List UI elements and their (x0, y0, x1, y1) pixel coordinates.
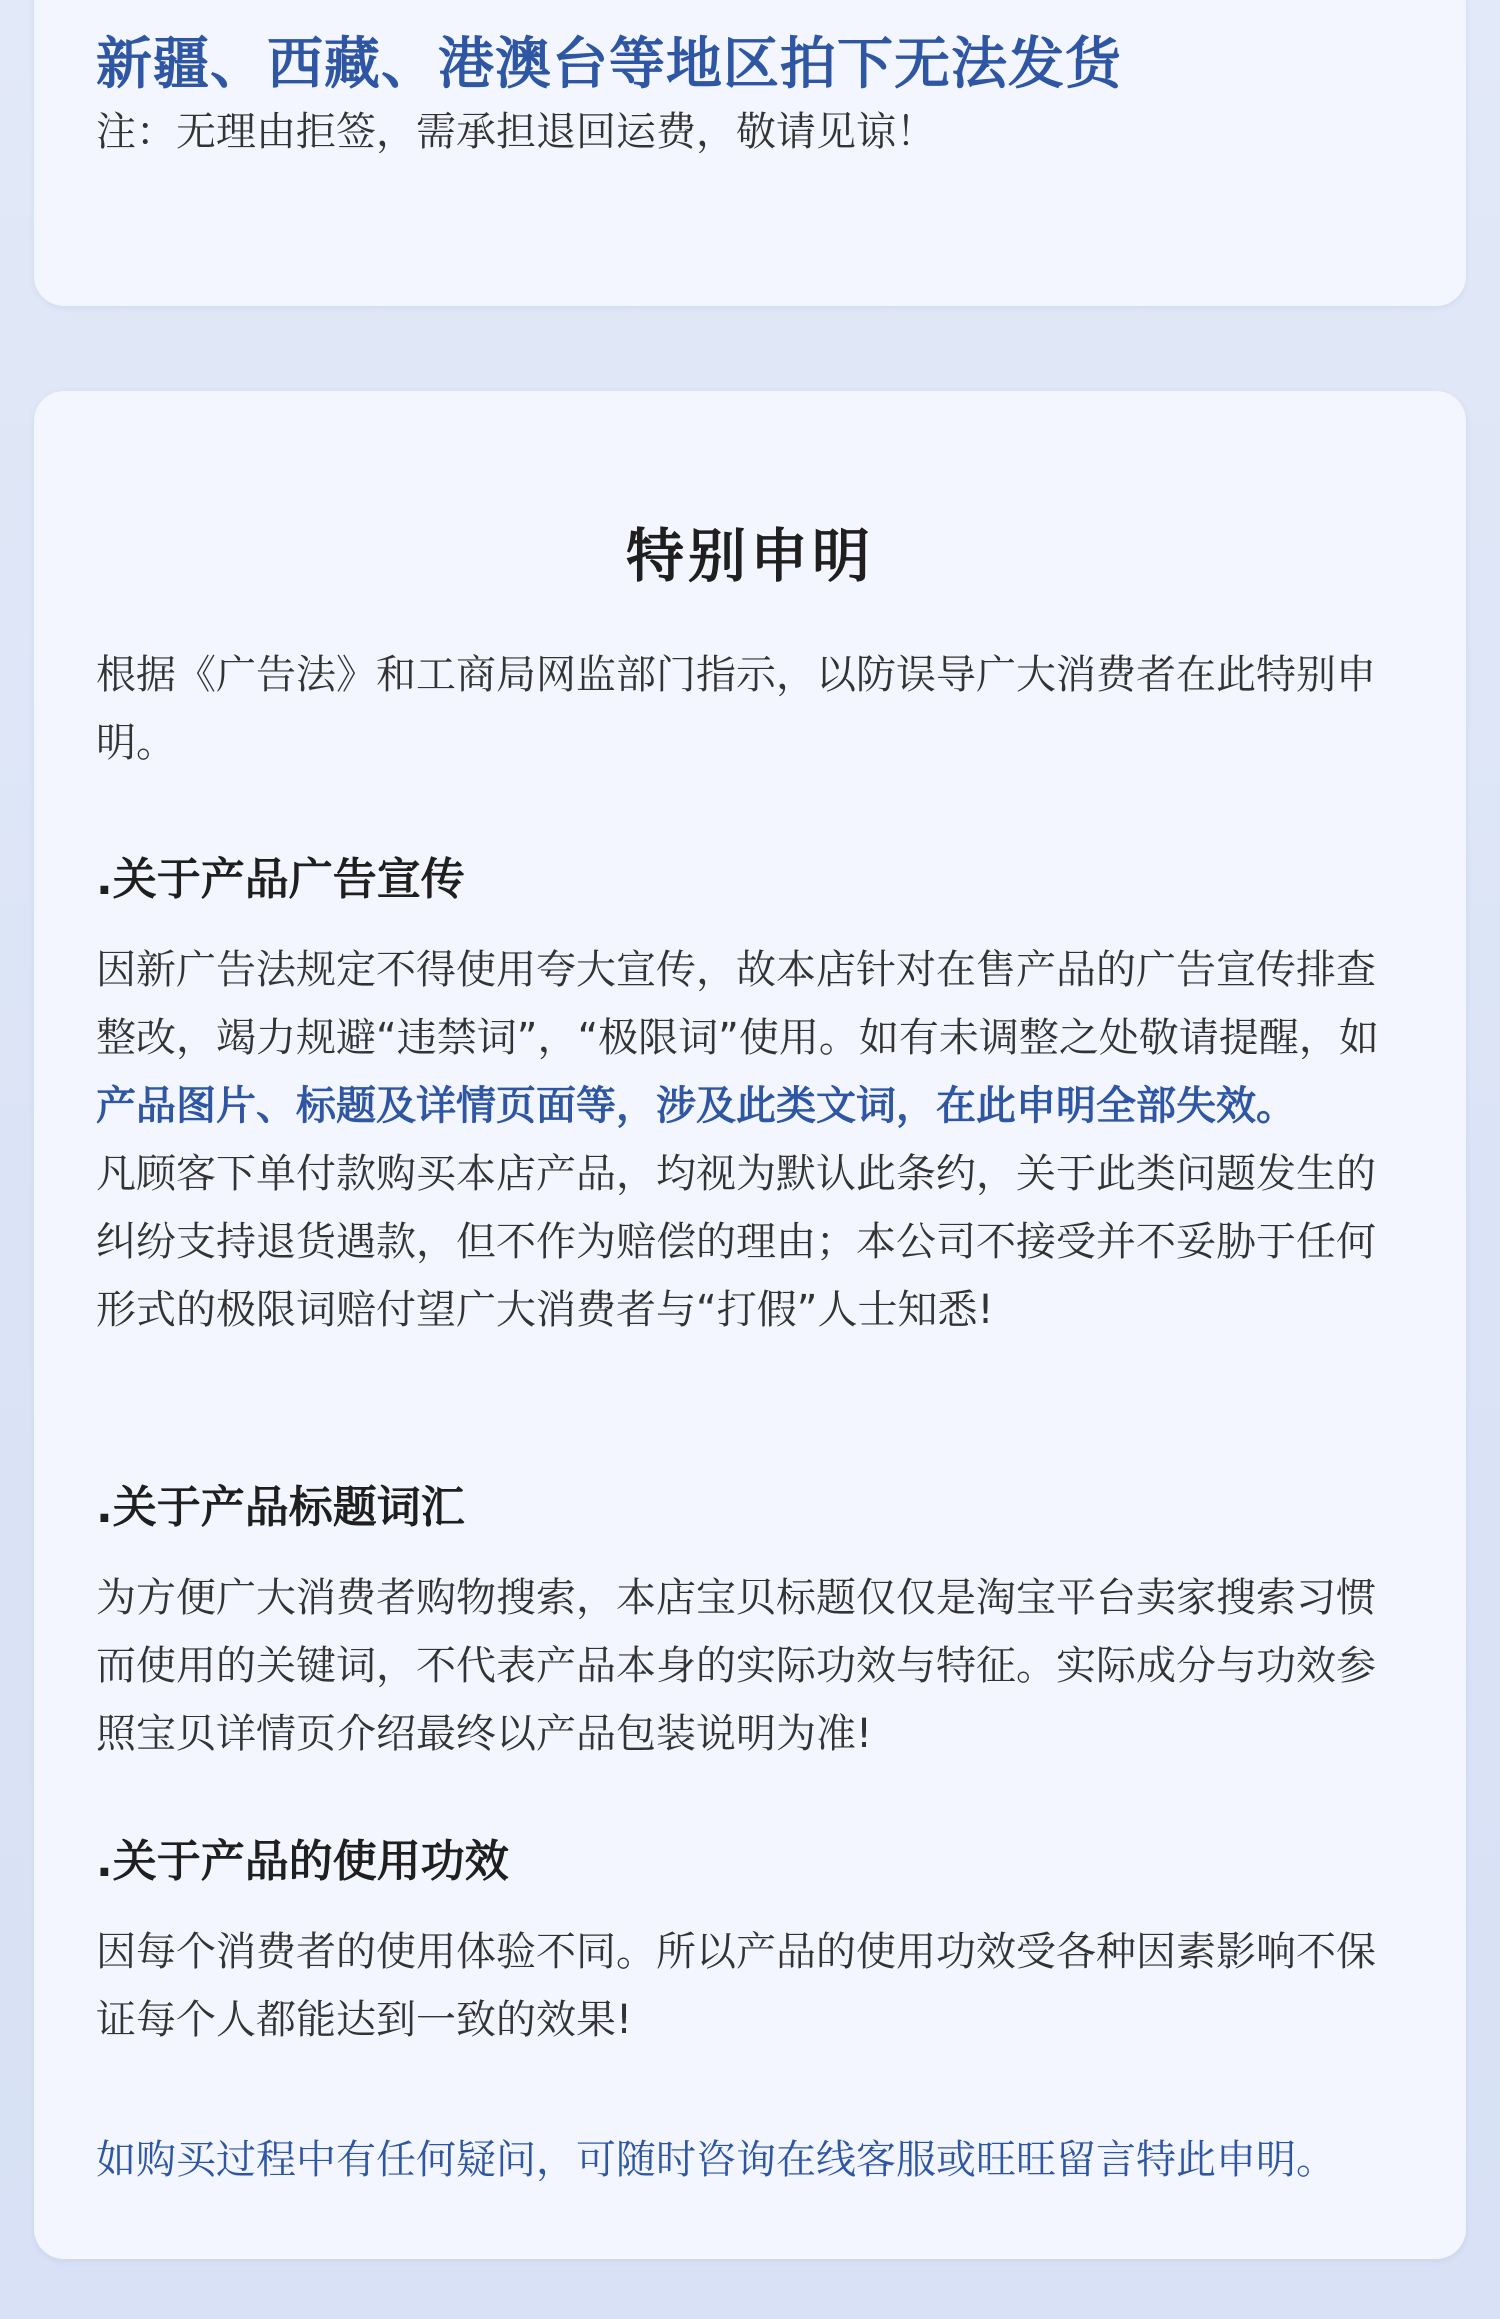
section-advertising-paragraph-2: 凡顾客下单付款购买本店产品，均视为默认此条约，关于此类问题发生的纠纷支持退货遇款，但不作为赔偿的理由；本公司不接受并不妥胁于任何形式的极限词赔付望广大消费者与“打假”人士知悉! (96, 1151, 1376, 1333)
statement-intro-text: 根据《广告法》和工商局网监部门指示，以防误导广大消费者在此特别申明。 (96, 652, 1376, 766)
section-advertising-highlight: 产品图片、标题及详情页面等，涉及此类文词，在此申明全部失效。 (96, 1083, 1296, 1129)
special-statement-card (34, 391, 1466, 2259)
section-title-words (96, 1474, 1404, 1542)
section-advertising-body (96, 936, 1404, 1344)
section-efficacy-paragraph: 因每个消费者的使用体验不同。所以产品的使用功效受各种因素影响不保证每个人都能达到一致的效果! (96, 1929, 1376, 2043)
section-efficacy-body (96, 1918, 1404, 2054)
section-advertising-paragraph-1 (96, 936, 1404, 1140)
section-title-words-paragraph: 为方便广大消费者购物搜索，本店宝贝标题仅仅是淘宝平台卖家搜索习惯而使用的关键词，不代表产品本身的实际功效与特征。实际成分与功效参照宝贝详情页介绍最终以产品包装说明为准! (96, 1575, 1376, 1757)
statement-footer-text: 如购买过程中有任何疑问，可随时咨询在线客服或旺旺留言特此申明。 (96, 2137, 1336, 2183)
statement-title: 特别申明 (625, 522, 874, 590)
section-advertising-heading: .关于产品广告宣传 (96, 854, 465, 905)
statement-footer (96, 2126, 1426, 2194)
shipping-notice-card (34, 0, 1466, 306)
statement-intro (96, 641, 1404, 777)
section-title-words-body (96, 1564, 1404, 1768)
section-efficacy-heading: .关于产品的使用功效 (96, 1836, 509, 1887)
shipping-restriction-headline: 新疆、西藏、港澳台等地区拍下无法发货 (96, 32, 1122, 97)
section-efficacy (96, 1828, 1404, 1896)
section-advertising-text: 因新广告法规定不得使用夸大宣传，故本店针对在售产品的广告宣传排查整改，竭力规避“违禁词”，“极限词”使用。如有未调整之处敬请提醒，如 (96, 947, 1379, 1061)
shipping-note: 注：无理由拒签，需承担退回运费，敬请见谅！ (96, 109, 936, 155)
section-advertising (96, 846, 1404, 914)
section-title-words-heading: .关于产品标题词汇 (96, 1482, 465, 1533)
